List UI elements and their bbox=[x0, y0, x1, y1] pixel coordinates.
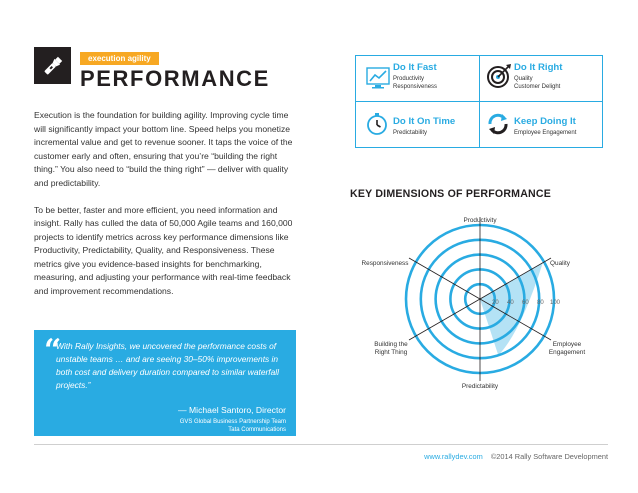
axis-label-right-thing-1: Building the bbox=[374, 341, 408, 348]
quote-mark-icon: “ bbox=[44, 333, 62, 368]
axis-label-responsiveness: Responsiveness bbox=[361, 260, 409, 267]
cell-label-keep: Keep Doing It bbox=[514, 116, 576, 127]
cell-do-it-on-time bbox=[356, 102, 480, 148]
page-title: PERFORMANCE bbox=[80, 66, 270, 91]
tick-label-80: 80 bbox=[537, 300, 544, 306]
quote-author: — Michael Santoro, Director bbox=[178, 405, 286, 415]
cell-sub-fast-2: Responsiveness bbox=[393, 84, 438, 90]
category-tag: execution agility bbox=[80, 52, 159, 65]
quote-text: With Rally Insights, we uncovered the performance costs of unstable teams … and are seeing 30–50% improvements in both cost and delivery duration compared to similar waterfall projects.” bbox=[56, 341, 279, 390]
cell-do-it-right bbox=[480, 56, 604, 102]
axis-label-engagement-2: Engagement bbox=[548, 349, 586, 356]
paragraph-1: Execution is the foundation for building agility. Improving cycle time will significantly impact your bottom line. Speed helps you monetize incremental value and get to revenue sooner. It taps the voice of the customer early and often, ensuring that you’re “building the right thing.” You also need to “build the thing right” — deliver with quality and predictability. bbox=[34, 110, 293, 188]
axis-label-productivity: Productivity bbox=[463, 217, 497, 224]
tick-label-40: 40 bbox=[507, 300, 514, 306]
radar-spoke-5 bbox=[409, 258, 480, 299]
refresh-icon bbox=[486, 112, 510, 136]
tick-label-20: 20 bbox=[492, 300, 499, 306]
radar-spoke-4 bbox=[409, 299, 480, 340]
cell-keep-doing-it bbox=[480, 102, 604, 148]
trend-chart-icon bbox=[365, 66, 391, 90]
dimensions-title: KEY DIMENSIONS OF PERFORMANCE bbox=[350, 188, 552, 200]
quote-role-line1: GVS Global Business Partnership Team bbox=[179, 419, 286, 425]
cell-sub-keep-1: Employee Engagement bbox=[514, 130, 577, 136]
footer bbox=[424, 452, 608, 461]
axis-label-engagement-1: Employee bbox=[552, 341, 582, 348]
axis-label-engagement bbox=[543, 341, 591, 357]
cell-sub-right-1: Quality bbox=[514, 76, 533, 82]
radar-chart bbox=[350, 207, 610, 397]
axis-label-right-thing-2: Right Thing bbox=[374, 349, 408, 356]
tick-label-100: 100 bbox=[550, 300, 561, 306]
tick-label-60: 60 bbox=[522, 300, 529, 306]
cell-label-ontime: Do It On Time bbox=[393, 116, 456, 127]
cell-sub-ontime-1: Predictability bbox=[393, 130, 428, 136]
cell-sub-fast-1: Productivity bbox=[393, 76, 425, 82]
paragraph-2: To be better, faster and more efficient, you need information and insight. Rally has culled the data of 50,000 Agile teams and 160,000 projects to identify metrics across key performance dimensions like Productivity, Predictability, Quality, and Responsiveness. These metrics give you evidence-based insights for benchmarking, measuring, and adjusting your performance with real-time feedback and improvement recommendations. bbox=[34, 204, 293, 296]
quote-role bbox=[106, 418, 286, 434]
target-icon bbox=[486, 63, 512, 89]
quote-role-line2: Tata Communications bbox=[228, 427, 286, 433]
quote-box bbox=[34, 330, 296, 436]
copyright-text: ©2014 Rally Software Development bbox=[490, 452, 608, 461]
cell-do-it-fast bbox=[356, 56, 480, 102]
stopwatch-icon bbox=[365, 112, 389, 136]
cell-label-fast: Do It Fast bbox=[393, 62, 437, 73]
footer-divider bbox=[34, 444, 608, 445]
body-text bbox=[34, 109, 296, 312]
agility-grid bbox=[355, 55, 603, 148]
axis-label-predictability: Predictability bbox=[461, 383, 499, 390]
axis-label-quality: Quality bbox=[550, 260, 570, 267]
axis-label-right-thing bbox=[367, 341, 415, 357]
flashlight-icon bbox=[34, 47, 71, 84]
cell-label-right: Do It Right bbox=[514, 62, 563, 73]
radar-svg bbox=[350, 207, 610, 397]
cell-sub-right-2: Customer Delight bbox=[514, 84, 561, 90]
website-link[interactable]: www.rallydev.com bbox=[424, 452, 483, 461]
